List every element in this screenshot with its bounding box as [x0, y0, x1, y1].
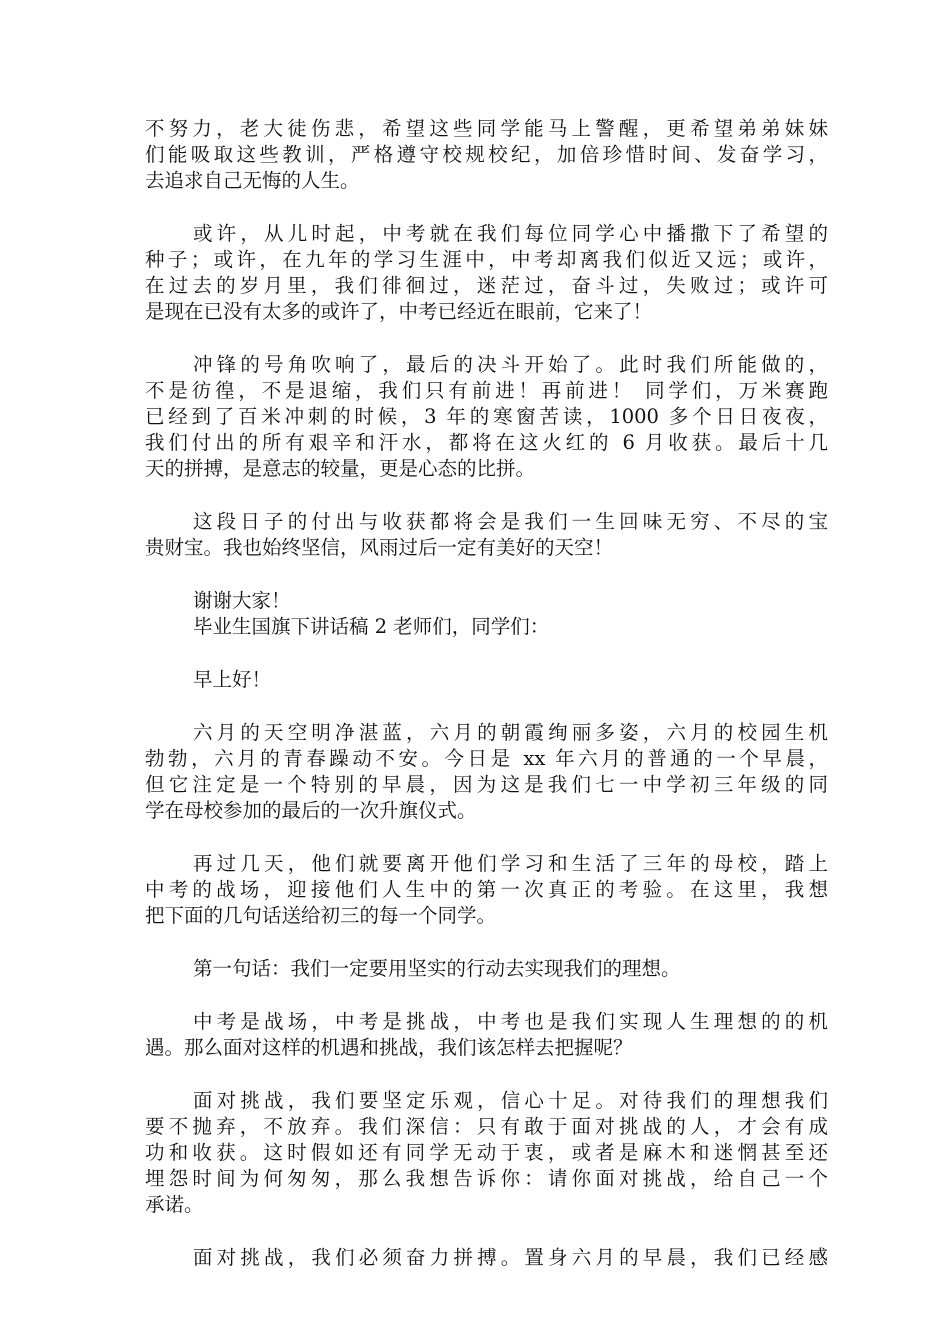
- paragraph-line: 天的拼搏，是意志的较量，更是心态的比拼。: [145, 457, 536, 480]
- paragraph: [145, 851, 828, 929]
- paragraph-line: 或许，从儿时起，中考就在我们每位同学心中播撒下了希望的: [193, 222, 828, 245]
- paragraph-line: 再过几天，他们就要离开他们学习和生活了三年的母校，踏上: [193, 852, 828, 875]
- paragraph-line: 把下面的几句话送给初三的每一个同学。: [145, 904, 497, 927]
- paragraph-line: 不努力，老大徒伤悲，希望这些同学能马上警醒，更希望弟弟妹妹: [145, 117, 828, 140]
- greeting-line: 早上好！: [193, 668, 272, 691]
- paragraph-line: 学在母校参加的最后的一次升旗仪式。: [145, 799, 477, 822]
- paragraph-line: 去追求自己无悔的人生。: [145, 169, 360, 192]
- paragraph-line: 们能吸取这些教训，严格遵守校规校纪，加倍珍惜时间、发奋学习，: [145, 143, 828, 166]
- paragraph-line: 已经到了百米冲刺的时候，3 年的寒窗苦读，1000 多个日日夜夜，: [145, 405, 828, 428]
- paragraph-line: 贵财宝。我也始终坚信，风雨过后一定有美好的天空！: [145, 536, 614, 559]
- closing-line: 谢谢大家！: [193, 589, 291, 612]
- paragraph-line: 面对挑战，我们必须奋力拼搏。置身六月的早晨，我们已经感: [193, 1246, 828, 1269]
- paragraph-line: 埋怨时间为何匆匆，那么我想告诉你：请你面对挑战，给自己一个: [145, 1167, 828, 1190]
- paragraph-line: 中考是战场，中考是挑战，中考也是我们实现人生理想的的机: [193, 1010, 828, 1033]
- speech-title: 毕业生国旗下讲话稿 2 老师们，同学们：: [193, 615, 550, 638]
- paragraph-line: 这段日子的付出与收获都将会是我们一生回味无穷、不尽的宝: [193, 510, 828, 533]
- paragraph: [145, 667, 828, 693]
- paragraph-line: 种子；或许，在九年的学习生涯中，中考却离我们似近又远；或许，: [145, 248, 828, 271]
- paragraph-line: 功和收获。这时假如还有同学无动于衷，或者是麻木和迷惘甚至还: [145, 1141, 828, 1164]
- paragraph-line: 遇。那么面对这样的机遇和挑战，我们该怎样去把握呢？: [145, 1036, 633, 1059]
- paragraph: [145, 956, 828, 982]
- paragraph-line: 要不抛弃，不放弃。我们深信：只有敢于面对挑战的人，才会有成: [145, 1115, 828, 1138]
- paragraph-line: 冲锋的号角吹响了，最后的决斗开始了。此时我们所能做的，: [193, 353, 828, 376]
- paragraph: [145, 720, 828, 824]
- paragraph-line: 我们付出的所有艰辛和汗水，都将在这火红的 6 月收获。最后十几: [145, 431, 828, 454]
- paragraph-line: 第一句话：我们一定要用坚实的行动去实现我们的理想。: [193, 957, 681, 980]
- paragraph-line: 勃勃，六月的青春躁动不安。今日是 xx 年六月的普通的一个早晨，: [145, 747, 828, 770]
- paragraph-line: 在过去的岁月里，我们徘徊过，迷茫过，奋斗过，失败过；或许可: [145, 274, 828, 297]
- paragraph-line: 中考的战场，迎接他们人生中的第一次真正的考验。在这里，我想: [145, 878, 828, 901]
- paragraph-line: 承诺。: [145, 1193, 204, 1216]
- paragraph: [145, 1245, 828, 1271]
- paragraph: [145, 509, 828, 561]
- paragraph: [145, 352, 828, 482]
- paragraph: [145, 1009, 828, 1061]
- paragraph-line: 但它注定是一个特别的早晨，因为这是我们七一中学初三年级的同: [145, 773, 828, 796]
- paragraph: [145, 588, 828, 640]
- document-body: [145, 116, 828, 1271]
- paragraph-line: 面对挑战，我们要坚定乐观，信心十足。对待我们的理想我们: [193, 1089, 828, 1112]
- paragraph-line: 不是彷徨，不是退缩，我们只有前进！再前进！ 同学们，万米赛跑: [145, 379, 828, 402]
- paragraph: [145, 221, 828, 325]
- paragraph-line: 是现在已没有太多的或许了，中考已经近在眼前，它来了！: [145, 300, 653, 323]
- paragraph: [145, 116, 828, 194]
- paragraph-line: 六月的天空明净湛蓝，六月的朝霞绚丽多姿，六月的校园生机: [193, 721, 828, 744]
- paragraph: [145, 1088, 828, 1218]
